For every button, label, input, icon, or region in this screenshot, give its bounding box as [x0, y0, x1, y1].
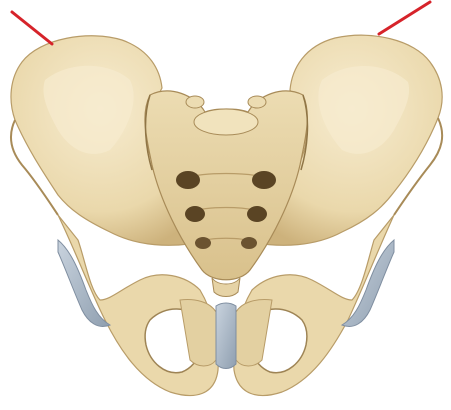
- sacral-foramen-r1: [252, 171, 276, 189]
- left-superior-articular-process: [186, 96, 204, 108]
- sacral-foramen-l2: [185, 206, 205, 222]
- pointer-line-right: [379, 2, 430, 34]
- sacral-base: [194, 109, 258, 135]
- sacral-foramen-l1: [176, 171, 200, 189]
- sacral-foramen-l3: [195, 237, 211, 249]
- right-superior-articular-process: [248, 96, 266, 108]
- coccyx: [212, 278, 240, 297]
- sacral-foramen-r3: [241, 237, 257, 249]
- sacral-foramen-r2: [247, 206, 267, 222]
- sacrum: [145, 91, 307, 296]
- pointer-line-left: [12, 12, 52, 44]
- pubic-symphysis: [216, 303, 236, 369]
